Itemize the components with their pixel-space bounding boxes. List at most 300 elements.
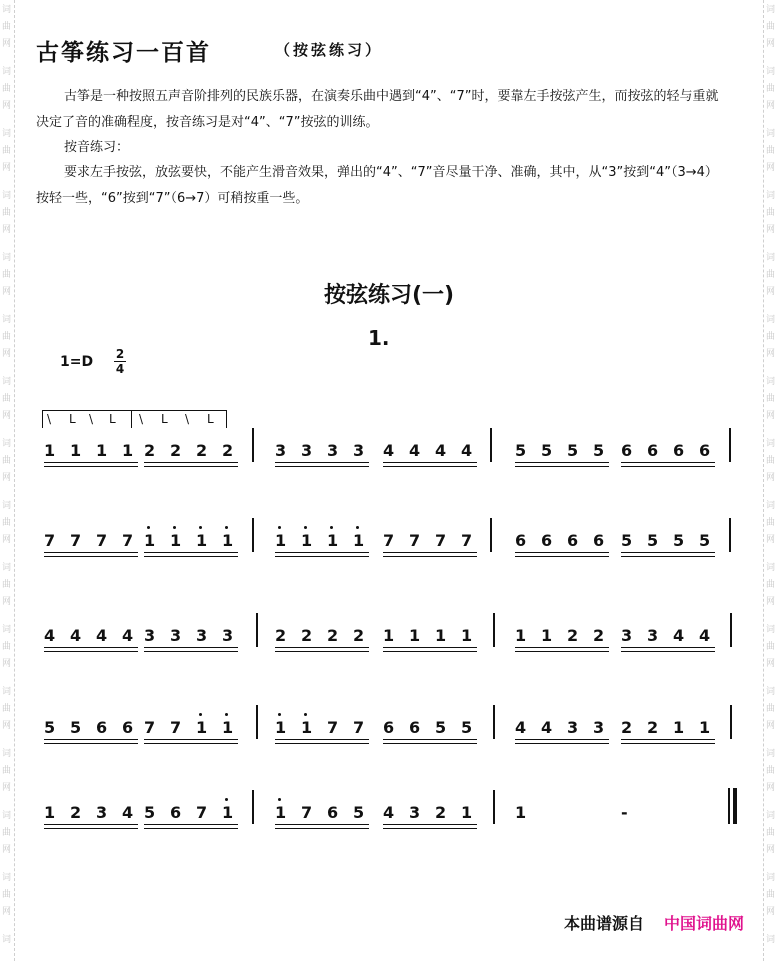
technique-mark: L [109, 412, 116, 426]
note-digit: 1 [222, 718, 234, 737]
exercise-title: 按弦练习(一) [323, 283, 455, 308]
watermark-char: 词 [2, 5, 12, 15]
page-title: 古筝练习一百首 [36, 40, 211, 66]
watermark-char: 词 [2, 687, 12, 697]
note-digit: 3 [96, 803, 108, 822]
note-digit: 3 [222, 626, 234, 645]
note-digit: 4 [673, 626, 685, 645]
note-digit: 4 [70, 626, 82, 645]
beam-line [44, 466, 138, 467]
note-digit: 1 [327, 531, 339, 550]
note-digit: 1 [383, 626, 395, 645]
watermark-char: 网 [766, 287, 776, 297]
beam-line [383, 828, 477, 829]
beam-line [621, 556, 715, 557]
beam-line [383, 739, 477, 740]
note-digit: 2 [593, 626, 605, 645]
watermark-char: 网 [766, 659, 776, 669]
high-octave-dot [304, 526, 307, 529]
watermark-char: 网 [2, 287, 12, 297]
watermark-char: 网 [2, 225, 12, 235]
note-digit: 4 [435, 441, 447, 460]
page-subtitle: （按弦练习） [275, 41, 384, 59]
beam-line [515, 651, 609, 652]
watermark-char: 曲 [2, 84, 12, 94]
technique-mark: L [161, 412, 168, 426]
note-digit: 7 [327, 718, 339, 737]
watermark-char: 词 [2, 191, 12, 201]
beam-line [275, 743, 369, 744]
note-digit: 6 [541, 531, 553, 550]
barline [729, 428, 731, 462]
watermark-char: 曲 [766, 456, 776, 466]
note-digit: 6 [96, 718, 108, 737]
note-digit: 2 [435, 803, 447, 822]
high-octave-dot [173, 526, 176, 529]
beam-line [144, 466, 238, 467]
note-digit: 3 [593, 718, 605, 737]
watermark-char: 词 [2, 749, 12, 759]
watermark-char: 网 [766, 411, 776, 421]
watermark-char: 词 [2, 873, 12, 883]
note-digit: 1 [122, 441, 134, 460]
beam-line [621, 552, 715, 553]
watermark-char: 词 [766, 873, 776, 883]
note-digit: 5 [699, 531, 711, 550]
watermark-char: 网 [2, 597, 12, 607]
watermark-char: 网 [2, 163, 12, 173]
high-octave-dot [225, 798, 228, 801]
note-digit: 6 [122, 718, 134, 737]
watermark-char: 曲 [766, 828, 776, 838]
watermark-char: 网 [766, 721, 776, 731]
note-digit: 5 [541, 441, 553, 460]
note-digit: 1 [515, 626, 527, 645]
watermark-char: 词 [766, 377, 776, 387]
note-digit: 1 [515, 803, 527, 822]
exercise-number: 1. [368, 326, 390, 350]
beam-line [44, 647, 138, 648]
time-signature-bottom: 4 [115, 362, 125, 376]
beam-line [275, 552, 369, 553]
watermark-char: 曲 [2, 890, 12, 900]
watermark-char: 曲 [766, 766, 776, 776]
barline [252, 790, 254, 824]
note-digit: 1 [44, 803, 56, 822]
note-digit: 1 [699, 718, 711, 737]
beam-line [144, 462, 238, 463]
score-row [0, 432, 778, 472]
technique-mark: \ [139, 412, 144, 426]
watermark-char: 曲 [2, 270, 12, 280]
beam-line [144, 556, 238, 557]
note-digit: 1 [435, 626, 447, 645]
barline [729, 518, 731, 552]
note-digit: 2 [275, 626, 287, 645]
note-digit: 5 [461, 718, 473, 737]
beam-line [144, 552, 238, 553]
note-digit: 5 [44, 718, 56, 737]
note-digit: 1 [70, 441, 82, 460]
note-digit: 5 [435, 718, 447, 737]
score-row [0, 794, 778, 834]
technique-mark: L [207, 412, 214, 426]
note-digit: 7 [122, 531, 134, 550]
note-digit: 1 [353, 531, 365, 550]
note-digit: 7 [409, 531, 421, 550]
note-digit: 2 [301, 626, 313, 645]
watermark-char: 曲 [766, 208, 776, 218]
beam-line [44, 651, 138, 652]
watermark-char: 词 [2, 129, 12, 139]
watermark-char: 曲 [766, 704, 776, 714]
beam-line [383, 462, 477, 463]
note-digit: 1 [275, 531, 287, 550]
note-digit: 1 [301, 531, 313, 550]
note-digit: 3 [353, 441, 365, 460]
watermark-char: 词 [766, 501, 776, 511]
beam-line [383, 647, 477, 648]
note-digit: 2 [327, 626, 339, 645]
note-digit: 1 [144, 531, 156, 550]
note-digit: 6 [409, 718, 421, 737]
note-digit: 5 [593, 441, 605, 460]
note-digit: 1 [673, 718, 685, 737]
watermark-char: 网 [2, 535, 12, 545]
note-digit: 2 [647, 718, 659, 737]
watermark-char: 网 [766, 163, 776, 173]
sustain-dash [621, 794, 647, 830]
note-digit: 7 [170, 718, 182, 737]
watermark-char: 词 [2, 315, 12, 325]
high-octave-dot [199, 713, 202, 716]
intro-paragraph-3: 要求左手按弦，放弦要快，不能产生滑音效果，弹出的“4”、“7”音尽量干净、准确，其中，从“3”按到“4”（3→4）按轻一些，“6”按到“7”（6→7）可稍按重一些。 [36, 165, 718, 206]
watermark-char: 词 [2, 377, 12, 387]
note-digit: 6 [699, 441, 711, 460]
watermark-char: 词 [766, 687, 776, 697]
watermark-char: 曲 [766, 84, 776, 94]
note-digit: 6 [327, 803, 339, 822]
note-digit: 2 [222, 441, 234, 460]
watermark-char: 网 [2, 101, 12, 111]
beam-line [621, 651, 715, 652]
watermark-char: 网 [766, 535, 776, 545]
watermark-char: 词 [766, 5, 776, 15]
high-octave-dot [304, 713, 307, 716]
note-digit: 3 [144, 626, 156, 645]
final-barline-thin [728, 788, 730, 824]
watermark-char: 网 [766, 101, 776, 111]
note-digit: 2 [567, 626, 579, 645]
beam-line [515, 556, 609, 557]
watermark-char: 曲 [766, 890, 776, 900]
watermark-char: 词 [2, 67, 12, 77]
beam-line [515, 743, 609, 744]
watermark-char: 曲 [766, 332, 776, 342]
beam-line [144, 824, 238, 825]
watermark-char: 词 [2, 501, 12, 511]
watermark-char: 网 [766, 473, 776, 483]
note-digit: 4 [383, 803, 395, 822]
watermark-char: 曲 [2, 332, 12, 342]
technique-marks-box [42, 410, 227, 428]
note-digit: 1 [196, 531, 208, 550]
note-digit: 2 [196, 441, 208, 460]
high-octave-dot [225, 526, 228, 529]
note-digit: 3 [170, 626, 182, 645]
note-digit: 4 [461, 441, 473, 460]
watermark-char: 词 [2, 563, 12, 573]
watermark-char: 网 [766, 39, 776, 49]
watermark-char: 曲 [766, 270, 776, 280]
watermark-char: 网 [2, 845, 12, 855]
barline [490, 518, 492, 552]
watermark-char: 曲 [2, 518, 12, 528]
note-digit: 6 [567, 531, 579, 550]
note-digit: 1 [409, 626, 421, 645]
note-digit: 7 [44, 531, 56, 550]
watermark-char: 词 [766, 253, 776, 263]
note-digit: 6 [515, 531, 527, 550]
note-digit: 3 [196, 626, 208, 645]
watermark-char: 词 [766, 315, 776, 325]
note-digit: 3 [301, 441, 313, 460]
note-digit: 4 [44, 626, 56, 645]
watermark-char: 网 [766, 907, 776, 917]
watermark-char: 网 [2, 783, 12, 793]
beam-line [515, 647, 609, 648]
barline [493, 613, 495, 647]
beam-line [44, 462, 138, 463]
key-signature: 1=D [60, 354, 94, 370]
barline [252, 518, 254, 552]
watermark-char: 网 [766, 349, 776, 359]
note-digit: 1 [222, 531, 234, 550]
beam-line [275, 824, 369, 825]
note-digit: 1 [96, 441, 108, 460]
note-digit: 5 [353, 803, 365, 822]
note-digit: 5 [70, 718, 82, 737]
note-digit: 5 [647, 531, 659, 550]
watermark-char: 词 [766, 563, 776, 573]
high-octave-dot [356, 526, 359, 529]
beam-line [275, 739, 369, 740]
barline [256, 613, 258, 647]
watermark-char: 词 [766, 67, 776, 77]
beam-line [383, 743, 477, 744]
note-digit: 2 [70, 803, 82, 822]
beam-line [383, 552, 477, 553]
technique-mark: \ [89, 412, 94, 426]
note-digit: 7 [70, 531, 82, 550]
barline [490, 428, 492, 462]
note-digit: 6 [593, 531, 605, 550]
watermark-char: 曲 [2, 704, 12, 714]
beam-line [44, 828, 138, 829]
note-digit: 3 [621, 626, 633, 645]
beam-line [275, 466, 369, 467]
technique-mark: \ [47, 412, 52, 426]
beam-line [44, 739, 138, 740]
watermark-char: 词 [766, 811, 776, 821]
note-digit: 7 [461, 531, 473, 550]
note-digit: 5 [144, 803, 156, 822]
intro-paragraph-1: 古筝是一种按照五声音阶排列的民族乐器，在演奏乐曲中遇到“4”、“7”时，要靠左手按弦产生，而按弦的轻与重就决定了音的准确程度，按音练习是对“4”、“7”按弦的训练。 [36, 89, 719, 130]
beam-line [44, 552, 138, 553]
barline [493, 790, 495, 824]
beam-line [275, 651, 369, 652]
source-label: 本曲谱源自 [563, 914, 644, 933]
beam-line [621, 647, 715, 648]
barline [493, 705, 495, 739]
watermark-char: 网 [2, 349, 12, 359]
watermark-char: 曲 [766, 580, 776, 590]
note-digit: 4 [541, 718, 553, 737]
note-digit: 1 [301, 718, 313, 737]
high-octave-dot [278, 798, 281, 801]
note-digit: 1 [275, 803, 287, 822]
watermark-char: 网 [2, 907, 12, 917]
beam-line [44, 824, 138, 825]
watermark-char: 曲 [2, 642, 12, 652]
note-digit: 7 [96, 531, 108, 550]
beam-line [144, 743, 238, 744]
note-digit: 1 [44, 441, 56, 460]
technique-mark: \ [185, 412, 190, 426]
beam-line [621, 743, 715, 744]
high-octave-dot [225, 713, 228, 716]
watermark-char: 曲 [2, 828, 12, 838]
note-digit: 6 [673, 441, 685, 460]
watermark-char: 词 [2, 253, 12, 263]
beam-line [621, 466, 715, 467]
note-digit: 6 [647, 441, 659, 460]
watermark-char: 词 [766, 625, 776, 635]
note-digit: 2 [170, 441, 182, 460]
watermark-char: 词 [766, 129, 776, 139]
barline [730, 705, 732, 739]
watermark-char: 曲 [766, 642, 776, 652]
beam-line [383, 651, 477, 652]
score-row [0, 709, 778, 749]
beam-line [515, 739, 609, 740]
watermark-char: 曲 [766, 22, 776, 32]
note-digit: 4 [409, 441, 421, 460]
watermark-char: 网 [2, 721, 12, 731]
source-site-link[interactable]: 中国词曲网 [663, 914, 744, 933]
note-digit: 6 [170, 803, 182, 822]
watermark-char: 曲 [2, 394, 12, 404]
note-digit: 1 [170, 531, 182, 550]
watermark-char: 网 [2, 473, 12, 483]
high-octave-dot [278, 526, 281, 529]
note-digit: 4 [96, 626, 108, 645]
intro-paragraph-2: 按音练习： [64, 140, 130, 155]
technique-divider [131, 411, 132, 428]
barline [252, 428, 254, 462]
time-signature-top: 2 [115, 347, 125, 361]
note-digit: 1 [196, 718, 208, 737]
note-digit: 2 [144, 441, 156, 460]
note-digit: 6 [621, 441, 633, 460]
note-digit: 5 [621, 531, 633, 550]
note-digit: 4 [122, 803, 134, 822]
beam-line [621, 739, 715, 740]
note-digit: 7 [196, 803, 208, 822]
note-digit: 7 [301, 803, 313, 822]
note-digit: 7 [144, 718, 156, 737]
watermark-char: 曲 [2, 146, 12, 156]
high-octave-dot [330, 526, 333, 529]
watermark-char: 词 [2, 625, 12, 635]
time-signature [114, 348, 126, 375]
note-digit: 3 [327, 441, 339, 460]
note-digit: 4 [699, 626, 711, 645]
note [515, 794, 541, 830]
note-digit: 6 [383, 718, 395, 737]
note-digit: 3 [567, 718, 579, 737]
watermark-char: 网 [766, 225, 776, 235]
beam-line [383, 556, 477, 557]
barline [730, 613, 732, 647]
note-digit: 1 [541, 626, 553, 645]
watermark-char: 词 [766, 749, 776, 759]
watermark-char: 曲 [2, 456, 12, 466]
watermark-char: 词 [2, 935, 12, 945]
note-digit: 7 [435, 531, 447, 550]
note-digit: 3 [275, 441, 287, 460]
watermark-char: 词 [766, 191, 776, 201]
note-digit: 3 [647, 626, 659, 645]
beam-line [515, 462, 609, 463]
note-digit: 4 [122, 626, 134, 645]
high-octave-dot [199, 526, 202, 529]
beam-line [144, 651, 238, 652]
beam-line [144, 828, 238, 829]
watermark-char: 词 [2, 811, 12, 821]
note-group [621, 794, 647, 830]
watermark-char: 网 [766, 783, 776, 793]
watermark-char: 曲 [2, 766, 12, 776]
note-digit: 2 [353, 626, 365, 645]
beam-line [275, 462, 369, 463]
note-digit: - [621, 803, 628, 822]
beam-line [44, 556, 138, 557]
watermark-char: 曲 [2, 208, 12, 218]
beam-line [275, 828, 369, 829]
note-digit: 4 [515, 718, 527, 737]
beam-line [383, 466, 477, 467]
watermark-char: 词 [766, 935, 776, 945]
note-digit: 1 [461, 803, 473, 822]
watermark-char: 曲 [766, 394, 776, 404]
beam-line [275, 556, 369, 557]
beam-line [515, 466, 609, 467]
note-digit: 5 [515, 441, 527, 460]
note-digit: 3 [409, 803, 421, 822]
note-digit: 4 [383, 441, 395, 460]
beam-line [275, 647, 369, 648]
technique-mark: L [69, 412, 76, 426]
note-digit: 7 [383, 531, 395, 550]
watermark-char: 网 [766, 597, 776, 607]
watermark-char: 网 [2, 39, 12, 49]
watermark-char: 词 [2, 439, 12, 449]
high-octave-dot [278, 713, 281, 716]
score-row [0, 522, 778, 562]
beam-line [621, 462, 715, 463]
note-digit: 5 [567, 441, 579, 460]
